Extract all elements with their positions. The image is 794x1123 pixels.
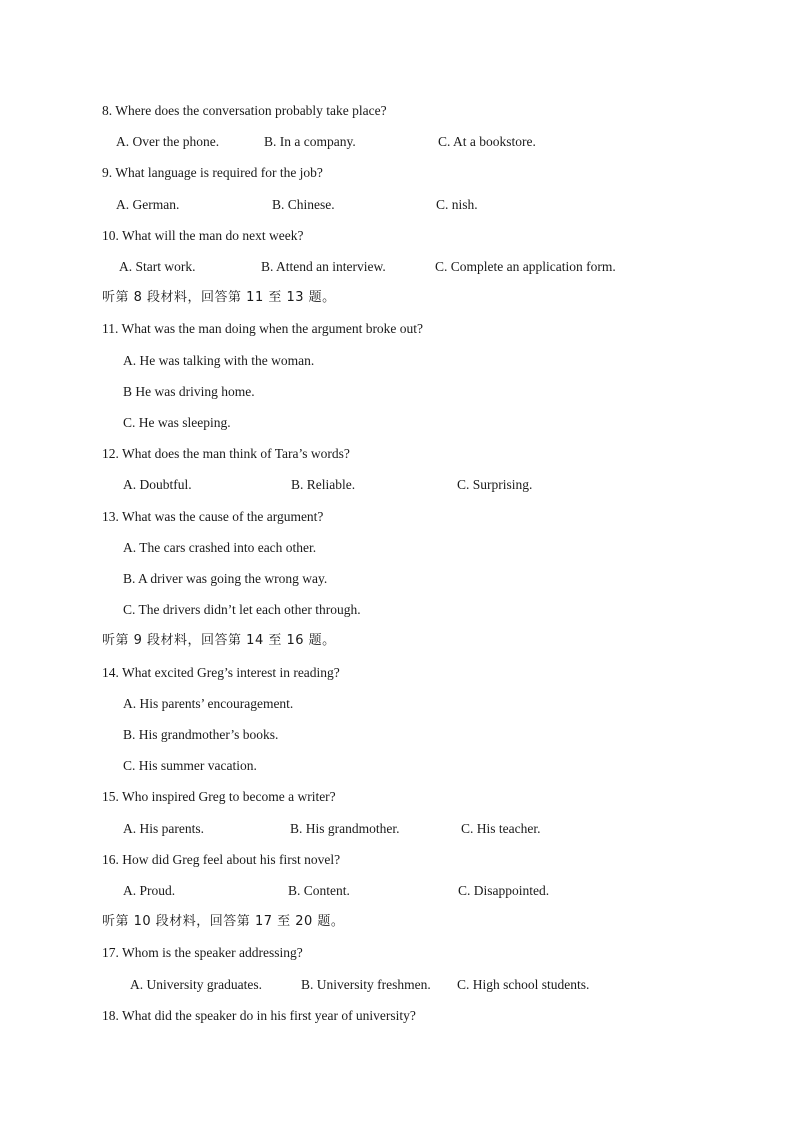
option-10c: C. Complete an application form. (435, 259, 616, 274)
option-8c: C. At a bookstore. (438, 134, 536, 149)
option-13c: C. The drivers didn’t let each other through. (123, 602, 361, 617)
option-15b: B. His grandmother. (290, 821, 400, 836)
option-12a: A. Doubtful. (123, 477, 192, 492)
question-9: 9. What language is required for the job? (102, 165, 323, 180)
option-10b: B. Attend an interview. (261, 259, 386, 274)
section-heading-9: 听第 9 段材料，回答第 14 至 16 题。 (102, 633, 336, 648)
question-14: 14. What excited Greg’s interest in reading? (102, 665, 340, 680)
option-16a: A. Proud. (123, 883, 176, 898)
question-13: 13. What was the cause of the argument? (102, 509, 324, 524)
question-16: 16. How did Greg feel about his first novel? (102, 852, 341, 867)
option-11a: A. He was talking with the woman. (123, 353, 315, 368)
option-17b: B. University freshmen. (301, 977, 431, 992)
option-9a: A. German. (116, 197, 180, 212)
question-18: 18. What did the speaker do in his first year of university? (102, 1008, 416, 1023)
option-16b: B. Content. (288, 883, 350, 898)
option-8b: B. In a company. (264, 134, 356, 149)
option-8a: A. Over the phone. (116, 134, 220, 149)
option-17a: A. University graduates. (130, 977, 262, 992)
section-heading-8: 听第 8 段材料，回答第 11 至 13 题。 (102, 290, 336, 305)
option-15a: A. His parents. (123, 821, 204, 836)
option-11b: B He was driving home. (123, 384, 255, 399)
option-13b: B. A driver was going the wrong way. (123, 571, 328, 586)
option-9b: B. Chinese. (272, 197, 335, 212)
option-9c: C. nish. (436, 197, 478, 212)
option-12b: B. Reliable. (291, 477, 356, 492)
question-8: 8. Where does the conversation probably take place? (102, 103, 387, 118)
question-17: 17. Whom is the speaker addressing? (102, 945, 303, 960)
question-15: 15. Who inspired Greg to become a writer? (102, 789, 336, 804)
option-12c: C. Surprising. (457, 477, 533, 492)
option-17c: C. High school students. (457, 977, 590, 992)
option-13a: A. The cars crashed into each other. (123, 540, 317, 555)
question-12: 12. What does the man think of Tara’s words? (102, 446, 350, 461)
option-14b: B. His grandmother’s books. (123, 727, 279, 742)
option-15c: C. His teacher. (461, 821, 541, 836)
option-10a: A. Start work. (119, 259, 196, 274)
section-heading-10: 听第 10 段材料，回答第 17 至 20 题。 (102, 914, 345, 929)
option-16c: C. Disappointed. (458, 883, 550, 898)
option-14a: A. His parents’ encouragement. (123, 696, 294, 711)
question-10: 10. What will the man do next week? (102, 228, 304, 243)
option-14c: C. His summer vacation. (123, 758, 257, 773)
option-11c: C. He was sleeping. (123, 415, 231, 430)
question-11: 11. What was the man doing when the argument broke out? (102, 321, 424, 336)
